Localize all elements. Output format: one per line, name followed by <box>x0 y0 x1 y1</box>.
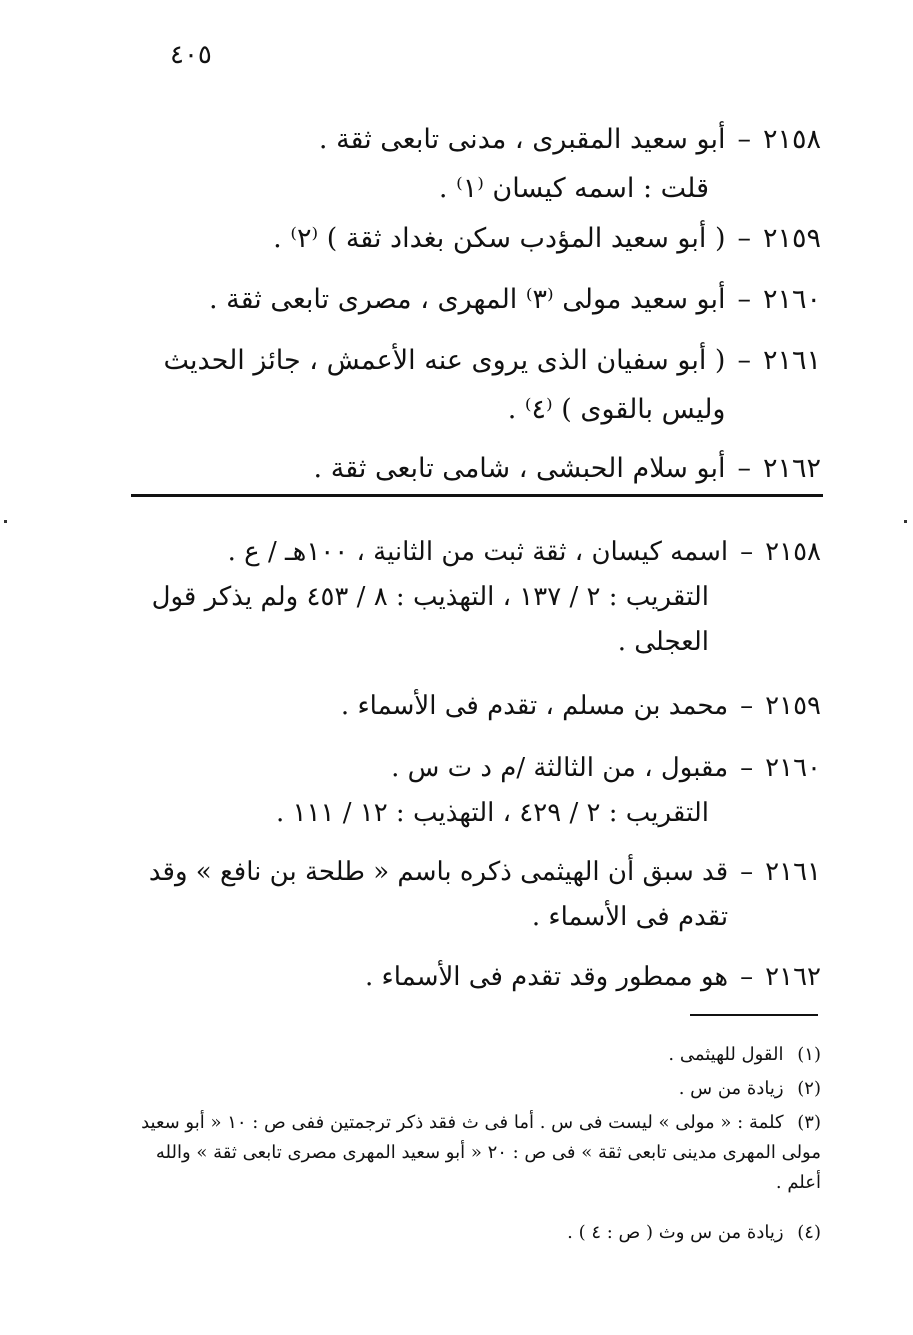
footnote-number: (٢) <box>797 1078 821 1099</box>
commentary-entry-2162: ٢١٦٢ – هو ممطور وقد تقدم فى الأسماء . <box>129 955 821 1000</box>
entry-text: مقبول ، من الثالثة /م د ت س . <box>391 753 729 783</box>
entry-number: ٢١٥٩ <box>762 223 821 254</box>
main-entry-2159: ٢١٥٩ – ( أبو سعيد المؤدب سكن بغداد ثقة ) ⁽٢⁾ . <box>121 214 821 263</box>
entry-number: ٢١٦٢ <box>765 962 821 992</box>
footnote-text: زيادة من س . <box>678 1078 784 1099</box>
footnote-divider <box>690 1014 818 1016</box>
entry-continuation: التقريب : ٢ / ٤٢٩ ، التهذيب : ١٢ / ١١١ . <box>276 798 709 828</box>
entry-text: أبو سلام الحبشى ، شامى تابعى ثقة . <box>313 453 726 484</box>
page-number: ٤٠٥ <box>170 40 212 70</box>
entry-number: ٢١٦٠ <box>762 284 821 315</box>
scan-speck <box>904 520 907 523</box>
footnote-2 <box>129 1074 821 1104</box>
footnote-text: القول للهيثمى . <box>668 1044 784 1065</box>
footnote-number: (٤) <box>797 1222 821 1243</box>
entry-text: ( أبو سفيان الذى يروى عنه الأعمش ، جائز الحديث وليس بالقوى ) ⁽٤⁾ . <box>163 345 726 425</box>
entry-text: هو ممطور وقد تقدم فى الأسماء . <box>364 962 729 992</box>
entry-note: قلت : اسمه كيسان ⁽١⁾ . <box>438 173 709 204</box>
entry-number: ٢١٥٩ <box>765 691 821 721</box>
entry-text: ( أبو سعيد المؤدب سكن بغداد ثقة ) ⁽٢⁾ . <box>273 223 726 254</box>
footnote-number: (١) <box>797 1044 821 1065</box>
footnote-text: زيادة من س وث ( ص : ٤ ) . <box>567 1222 784 1243</box>
main-entry-2162: ٢١٦٢ – أبو سلام الحبشى ، شامى تابعى ثقة . <box>121 444 821 493</box>
commentary-entry-2160: ٢١٦٠ – مقبول ، من الثالثة /م د ت س . التقريب : ٢ / ٤٢٩ ، التهذيب : ١٢ / ١١١ . <box>129 746 821 836</box>
section-divider <box>131 494 823 497</box>
footnote-text: كلمة : « مولى » ليست فى س . أما فى ث فقد ذكر ترجمتين ففى ص : ١٠ « أبو سعيد مولى المهرى مدينى تابعى ثقة » فى ص : ٢٠ « أبو سعيد المهرى مصرى تابعى ثقة » والله أعلم . <box>141 1112 821 1193</box>
entry-number: ٢١٦٢ <box>762 453 821 484</box>
scan-speck <box>4 520 7 523</box>
commentary-entry-2158: ٢١٥٨ – اسمه كيسان ، ثقة ثبت من الثانية ، ١٠٠هـ / ع . التقريب : ٢ / ١٣٧ ، التهذيب : ٨ / ٤٥٣ ولم يذكر قول العجلى . <box>129 530 821 665</box>
commentary-entry-2159: ٢١٥٩ – محمد بن مسلم ، تقدم فى الأسماء . <box>129 684 821 729</box>
entry-continuation: التقريب : ٢ / ١٣٧ ، التهذيب : ٨ / ٤٥٣ ولم يذكر قول العجلى . <box>151 582 709 657</box>
main-entry-2158: ٢١٥٨ – أبو سعيد المقبرى ، مدنى تابعى ثقة . قلت : اسمه كيسان ⁽١⁾ . <box>121 115 821 213</box>
entry-number: ٢١٦٠ <box>765 753 821 783</box>
entry-number: ٢١٥٨ <box>765 537 821 567</box>
entry-text: محمد بن مسلم ، تقدم فى الأسماء . <box>340 691 729 721</box>
footnote-4 <box>129 1218 821 1248</box>
entry-text: أبو سعيد مولى ⁽٣⁾ المهرى ، مصرى تابعى ثقة . <box>208 284 726 315</box>
entry-text: اسمه كيسان ، ثقة ثبت من الثانية ، ١٠٠هـ / ع . <box>227 537 729 567</box>
footnote-1 <box>129 1040 821 1070</box>
entry-text: أبو سعيد المقبرى ، مدنى تابعى ثقة . <box>318 124 726 155</box>
footnote-3 <box>129 1108 821 1198</box>
commentary-entry-2161: ٢١٦١ – قد سبق أن الهيثمى ذكره باسم « طلحة بن نافع » وقد تقدم فى الأسماء . <box>129 850 821 940</box>
entry-number: ٢١٥٨ <box>762 124 821 155</box>
footnote-number: (٣) <box>797 1112 821 1133</box>
entry-text: قد سبق أن الهيثمى ذكره باسم « طلحة بن نافع » وقد تقدم فى الأسماء . <box>148 857 729 932</box>
main-entry-2161: ٢١٦١ – ( أبو سفيان الذى يروى عنه الأعمش ، جائز الحديث وليس بالقوى ) ⁽٤⁾ . <box>129 336 821 434</box>
entry-number: ٢١٦١ <box>765 857 821 887</box>
entry-number: ٢١٦١ <box>762 345 821 376</box>
main-entry-2160: ٢١٦٠ – أبو سعيد مولى ⁽٣⁾ المهرى ، مصرى تابعى ثقة . <box>121 275 821 324</box>
